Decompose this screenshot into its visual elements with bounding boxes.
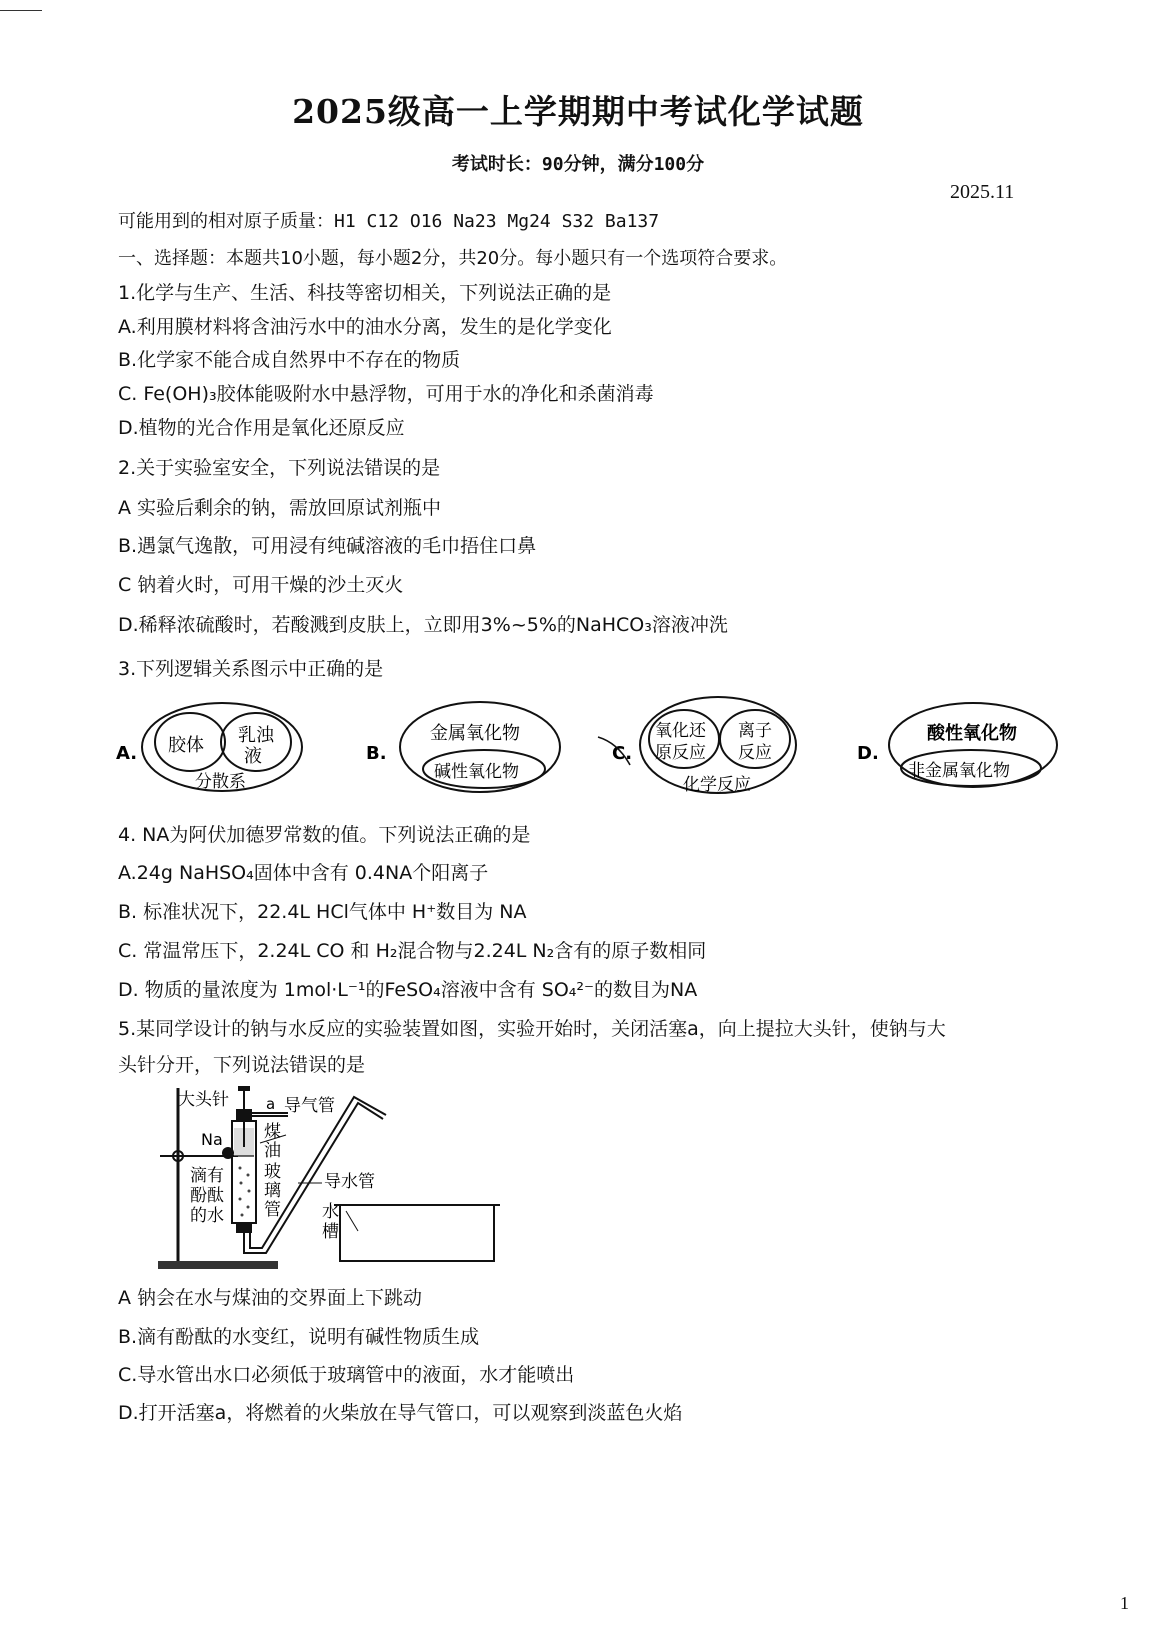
q5-stem-line2: 头针分开，下列说法错误的是 bbox=[118, 1054, 366, 1076]
exam-title: 2025级高一上学期期中考试化学试题 bbox=[292, 92, 864, 131]
diagram-a-letter: A. bbox=[116, 743, 138, 764]
label-glass-1: 玻 bbox=[264, 1162, 281, 1182]
diagram-a bbox=[116, 703, 302, 792]
diagram-c-ionic-1: 离子 bbox=[738, 721, 772, 741]
label-glass-3: 管 bbox=[264, 1200, 281, 1220]
diagram-b-metal-oxide: 金属氧化物 bbox=[430, 723, 520, 744]
atomic-masses: 可能用到的相对原子质量：H1 C12 O16 Na23 Mg24 S32 Ba137 bbox=[118, 211, 660, 232]
diagram-c-redox-2: 原反应 bbox=[655, 743, 706, 763]
q2-option-c: C 钠着火时，可用干燥的沙土灭火 bbox=[118, 574, 404, 596]
diagram-c-letter: C. bbox=[612, 743, 633, 764]
diagram-b bbox=[366, 702, 560, 792]
q5-option-d: D.打开活塞a，将燃着的火柴放在导气管口，可以观察到淡蓝色火焰 bbox=[118, 1402, 683, 1424]
q5-option-c: C.导水管出水口必须低于玻璃管中的液面，水才能喷出 bbox=[118, 1364, 575, 1386]
label-glass-2: 璃 bbox=[264, 1181, 281, 1201]
diagram-a-colloid: 胶体 bbox=[168, 735, 204, 756]
label-na: Na bbox=[201, 1130, 223, 1149]
label-gas-tube: 导气管 bbox=[284, 1096, 335, 1116]
label-kerosene-1: 煤 bbox=[264, 1122, 281, 1142]
q3-diagrams bbox=[0, 695, 1156, 805]
label-water-2: 酚酞 bbox=[190, 1186, 224, 1206]
section-heading: 一、选择题：本题共10小题，每小题2分，共20分。每小题只有一个选项符合要求。 bbox=[118, 248, 788, 269]
q1-stem: 1.化学与生产、生活、科技等密切相关，下列说法正确的是 bbox=[118, 282, 612, 304]
q1-option-b: B.化学家不能合成自然界中不存在的物质 bbox=[118, 349, 461, 371]
label-valve: a bbox=[266, 1095, 276, 1113]
q5-option-b: B.滴有酚酞的水变红，说明有碱性物质生成 bbox=[118, 1326, 480, 1348]
q2-stem: 2.关于实验室安全，下列说法错误的是 bbox=[118, 457, 441, 479]
diagram-a-dispersion: 分散系 bbox=[195, 772, 246, 792]
q2-option-a: A 实验后剩余的钠，需放回原试剂瓶中 bbox=[118, 497, 442, 519]
q3-stem: 3.下列逻辑关系图示中正确的是 bbox=[118, 658, 384, 680]
diagram-d-letter: D. bbox=[857, 743, 879, 764]
exam-date: 2025.11 bbox=[950, 181, 1015, 203]
q4-option-b: B. 标准状况下，22.4L HCl气体中 H⁺数目为 NA bbox=[118, 901, 527, 923]
q5-option-a: A 钠会在水与煤油的交界面上下跳动 bbox=[118, 1287, 423, 1309]
q1-option-a: A.利用膜材料将含油污水中的油水分离，发生的是化学变化 bbox=[118, 316, 612, 338]
diagram-c-ionic-2: 反应 bbox=[738, 743, 772, 763]
label-trough-2: 槽 bbox=[322, 1222, 339, 1242]
q1-option-d: D.植物的光合作用是氧化还原反应 bbox=[118, 417, 405, 439]
q4-stem: 4. NA为阿伏加德罗常数的值。下列说法正确的是 bbox=[118, 824, 531, 846]
q4-option-a: A.24g NaHSO₄固体中含有 0.4NA个阳离子 bbox=[118, 862, 489, 884]
q5-apparatus bbox=[148, 1083, 548, 1283]
q1-option-c: C. Fe(OH)₃胶体能吸附水中悬浮物，可用于水的净化和杀菌消毒 bbox=[118, 383, 654, 405]
corner-mark bbox=[0, 10, 42, 11]
label-water-3: 的水 bbox=[190, 1206, 224, 1226]
diagram-a-emulsion-2: 液 bbox=[244, 746, 262, 767]
diagram-b-letter: B. bbox=[366, 743, 387, 764]
diagram-c-redox-1: 氧化还 bbox=[655, 721, 706, 741]
diagram-c-chemical-reaction: 化学反应 bbox=[683, 775, 751, 795]
diagram-d-acidic-oxide: 酸性氧化物 bbox=[927, 723, 1017, 744]
label-trough-1: 水 bbox=[322, 1202, 339, 1222]
label-water-tube: 导水管 bbox=[324, 1172, 375, 1192]
label-kerosene-2: 油 bbox=[264, 1141, 281, 1161]
exam-subtitle: 考试时长：90分钟，满分100分 bbox=[451, 154, 705, 175]
label-water-1: 滴有 bbox=[190, 1166, 224, 1186]
page-number: 1 bbox=[1120, 1593, 1129, 1613]
q2-option-d: D.稀释浓硫酸时，若酸溅到皮肤上，立即用3%~5%的NaHCO₃溶液冲洗 bbox=[118, 614, 728, 636]
diagram-d bbox=[857, 703, 1057, 787]
q5-stem-line1: 5.某同学设计的钠与水反应的实验装置如图，实验开始时，关闭活塞a，向上提拉大头针，使钠与大 bbox=[118, 1018, 946, 1040]
q2-option-b: B.遇氯气逸散，可用浸有纯碱溶液的毛巾捂住口鼻 bbox=[118, 535, 537, 557]
diagram-c bbox=[598, 697, 796, 795]
q4-option-d: D. 物质的量浓度为 1mol·L⁻¹的FeSO₄溶液中含有 SO₄²⁻的数目为NA bbox=[118, 979, 698, 1001]
label-pin: 大头针 bbox=[178, 1090, 229, 1110]
diagram-d-nonmetal-oxide: 非金属氧化物 bbox=[908, 761, 1010, 781]
diagram-a-emulsion-1: 乳浊 bbox=[238, 725, 274, 746]
diagram-b-basic-oxide: 碱性氧化物 bbox=[434, 762, 519, 782]
q4-option-c: C. 常温常压下，2.24L CO 和 H₂混合物与2.24L N₂含有的原子数相同 bbox=[118, 940, 707, 962]
